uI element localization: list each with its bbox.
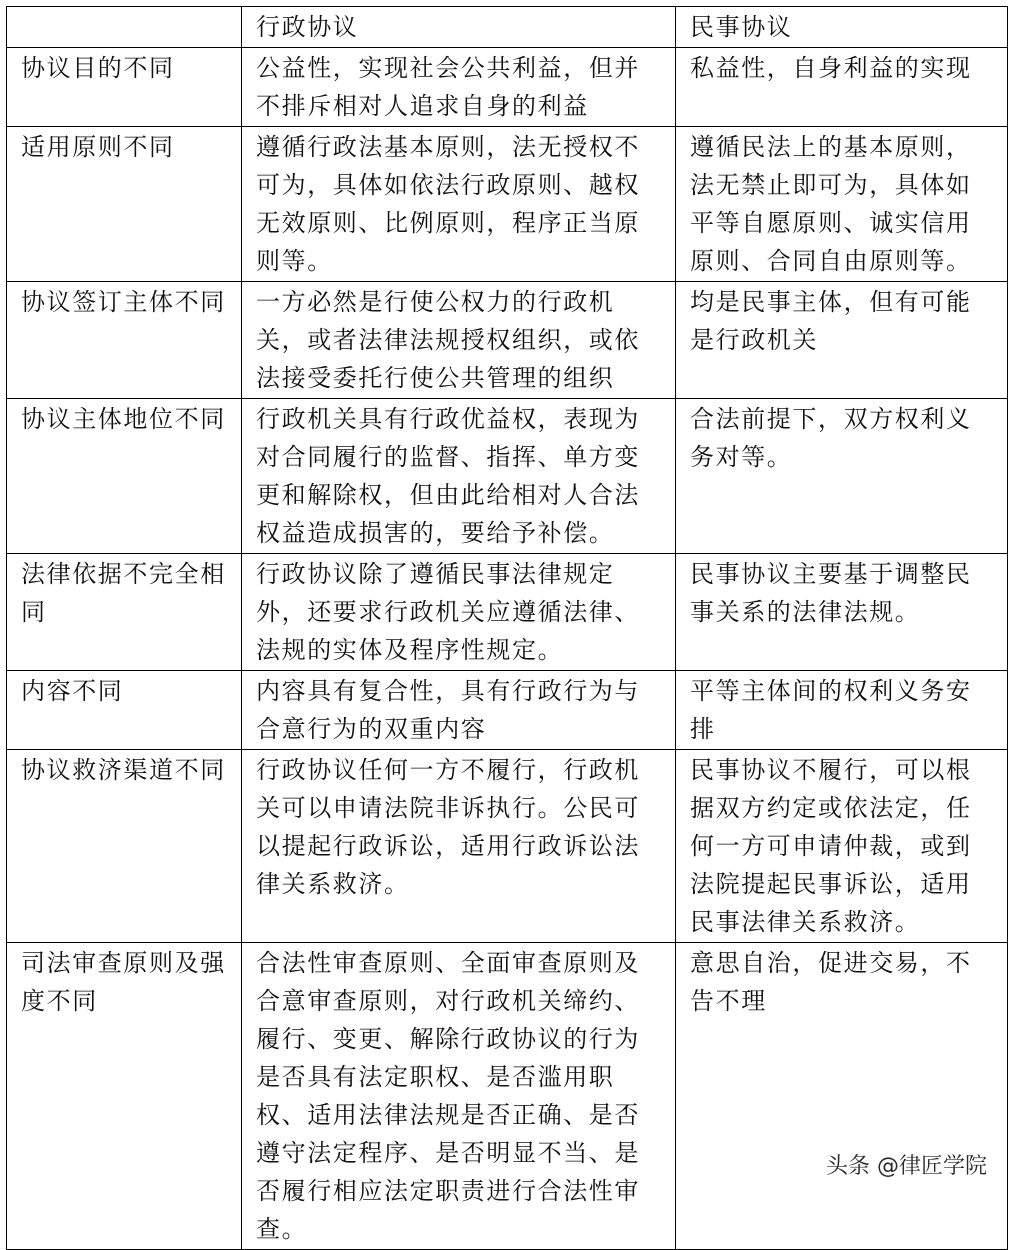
civil-cell: 民事协议主要基于调整民事关系的法律法规。 [676,554,1008,671]
civil-cell: 民事协议不履行，可以根据双方约定或依法定，任何一方可申请仲裁，或到法院提起民事诉讼，适用民事法律关系救济。 [676,750,1008,943]
table-row [7,399,1008,554]
header-cell-administrative: 行政协议 [242,7,676,48]
aspect-cell: 适用原则不同 [7,127,242,282]
table-row [7,127,1008,282]
civil-cell: 意思自治，促进交易，不告不理 [676,943,1008,1250]
aspect-cell: 协议救济渠道不同 [7,750,242,943]
header-cell-aspect [7,7,242,48]
aspect-cell: 协议签订主体不同 [7,282,242,399]
table-row [7,48,1008,127]
civil-cell: 遵循民法上的基本原则，法无禁止即可为，具体如平等自愿原则、诚实信用原则、合同自由原则等。 [676,127,1008,282]
watermark: 头条 @律匠学院 [824,1149,989,1180]
table-row [7,750,1008,943]
administrative-cell: 内容具有复合性，具有行政行为与合意行为的双重内容 [242,671,676,750]
table-row [7,282,1008,399]
aspect-cell: 协议目的不同 [7,48,242,127]
table-row [7,554,1008,671]
header-cell-civil: 民事协议 [676,7,1008,48]
administrative-cell: 行政协议任何一方不履行，行政机关可以申请法院非诉执行。公民可以提起行政诉讼，适用行政诉讼法律关系救济。 [242,750,676,943]
administrative-cell: 遵循行政法基本原则，法无授权不可为，具体如依法行政原则、越权无效原则、比例原则，程序正当原则等。 [242,127,676,282]
civil-cell: 私益性，自身利益的实现 [676,48,1008,127]
aspect-cell: 内容不同 [7,671,242,750]
administrative-cell: 一方必然是行使公权力的行政机关，或者法律法规授权组织，或依法接受委托行使公共管理的组织 [242,282,676,399]
aspect-cell: 司法审查原则及强度不同 [7,943,242,1250]
aspect-cell: 协议主体地位不同 [7,399,242,554]
administrative-cell: 合法性审查原则、全面审查原则及合意审查原则，对行政机关缔约、履行、变更、解除行政协议的行为是否具有法定职权、是否滥用职权、适用法律法规是否正确、是否遵守法定程序、是否明显不当、是否履行相应法定职责进行合法性审查。 [242,943,676,1250]
table-row [7,671,1008,750]
comparison-table [6,6,1008,1250]
administrative-cell: 行政协议除了遵循民事法律规定外，还要求行政机关应遵循法律、法规的实体及程序性规定。 [242,554,676,671]
civil-cell: 均是民事主体，但有可能是行政机关 [676,282,1008,399]
administrative-cell: 公益性，实现社会公共利益，但并不排斥相对人追求自身的利益 [242,48,676,127]
civil-cell: 合法前提下，双方权利义务对等。 [676,399,1008,554]
table-row [7,943,1008,1250]
aspect-cell: 法律依据不完全相同 [7,554,242,671]
header-row [7,7,1008,48]
civil-cell: 平等主体间的权利义务安排 [676,671,1008,750]
administrative-cell: 行政机关具有行政优益权，表现为对合同履行的监督、指挥、单方变更和解除权，但由此给相对人合法权益造成损害的，要给予补偿。 [242,399,676,554]
